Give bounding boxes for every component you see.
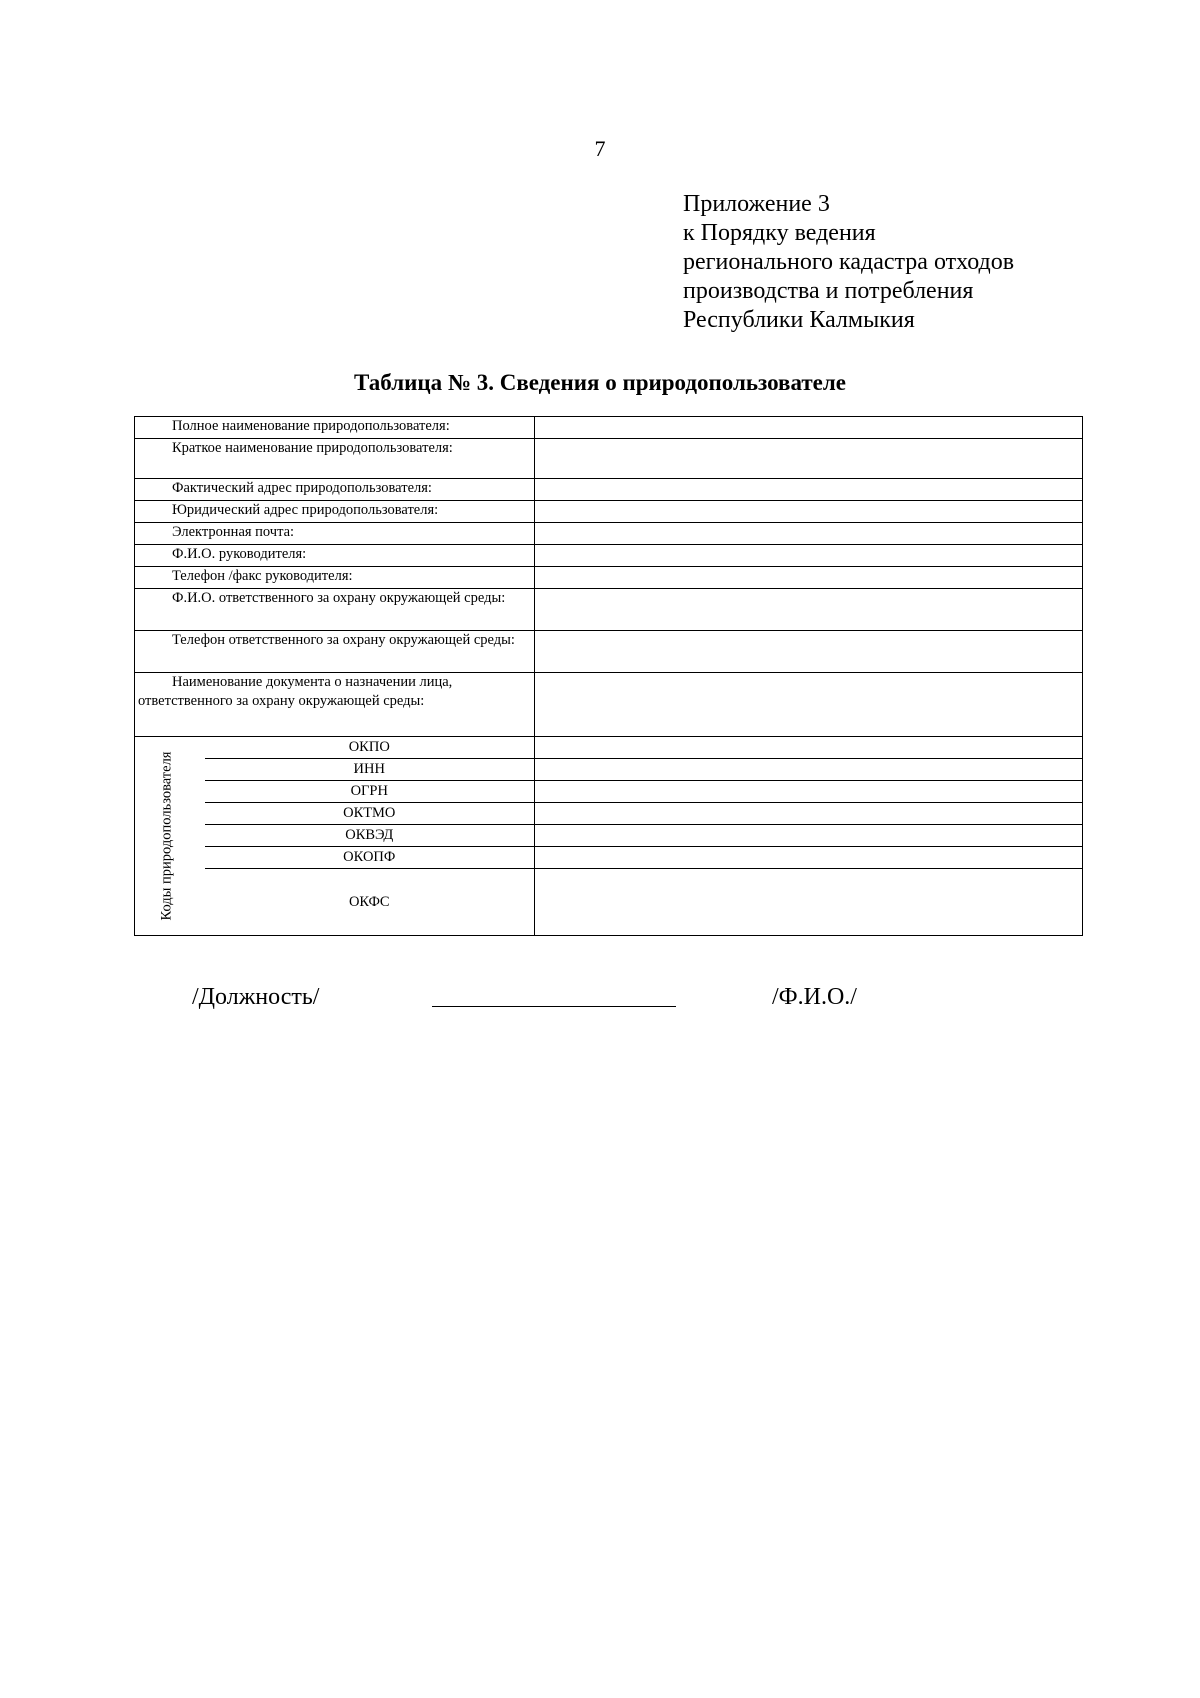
signature-block [0, 984, 1200, 1024]
code-value[interactable] [535, 847, 1083, 869]
appendix-line: Республики Калмыкия [683, 307, 915, 333]
code-row [135, 781, 1083, 803]
appendix-line: Приложение 3 [683, 191, 830, 217]
code-row [135, 759, 1083, 781]
row-value[interactable] [535, 417, 1083, 439]
row-value[interactable] [535, 589, 1083, 631]
table-row [135, 479, 1083, 501]
code-row [135, 869, 1083, 936]
table-row [135, 523, 1083, 545]
code-label: ОКТМО [205, 803, 535, 825]
codes-group-cell [135, 737, 205, 936]
row-value[interactable] [535, 523, 1083, 545]
code-value[interactable] [535, 781, 1083, 803]
signature-position: /Должность/ [192, 984, 320, 1010]
row-label: Ф.И.О. руководителя: [135, 545, 535, 567]
code-row [135, 847, 1083, 869]
row-label: Наименование документа о назначении лица, ответственного за охрану окружающей среды: [135, 673, 535, 737]
code-row [135, 825, 1083, 847]
code-row [135, 803, 1083, 825]
appendix-line: к Порядку ведения [683, 220, 876, 246]
row-label: Ф.И.О. ответственного за охрану окружающей среды: [135, 589, 535, 631]
table-row [135, 673, 1083, 737]
row-label: Фактический адрес природопользователя: [135, 479, 535, 501]
row-value[interactable] [535, 479, 1083, 501]
code-value[interactable] [535, 737, 1083, 759]
row-value[interactable] [535, 501, 1083, 523]
row-label: Краткое наименование природопользователя: [135, 439, 535, 479]
table-row [135, 589, 1083, 631]
code-value[interactable] [535, 803, 1083, 825]
code-label: ОКФС [205, 869, 535, 936]
code-label: ОГРН [205, 781, 535, 803]
row-label: Телефон ответственного за охрану окружающей среды: [135, 631, 535, 673]
signature-name: /Ф.И.О./ [772, 984, 857, 1010]
row-value[interactable] [535, 439, 1083, 479]
row-label: Телефон /факс руководителя: [135, 567, 535, 589]
code-value[interactable] [535, 759, 1083, 781]
row-value[interactable] [535, 673, 1083, 737]
table-row [135, 567, 1083, 589]
appendix-line: производства и потребления [683, 278, 974, 304]
table-row [135, 545, 1083, 567]
code-label: ИНН [205, 759, 535, 781]
appendix-line: регионального кадастра отходов [683, 249, 1015, 275]
table-row [135, 439, 1083, 479]
row-label: Полное наименование природопользователя: [135, 417, 535, 439]
appendix-header [683, 190, 1014, 335]
codes-group-label: Коды природопользователя [158, 751, 175, 921]
row-value[interactable] [535, 545, 1083, 567]
table-title: Таблица № 3. Сведения о природопользователе [354, 370, 846, 395]
row-label: Юридический адрес природопользователя: [135, 501, 535, 523]
code-value[interactable] [535, 869, 1083, 936]
row-value[interactable] [535, 631, 1083, 673]
table-row [135, 417, 1083, 439]
nature-user-info-table [134, 416, 1083, 936]
row-value[interactable] [535, 567, 1083, 589]
code-row [135, 737, 1083, 759]
code-label: ОКОПФ [205, 847, 535, 869]
code-value[interactable] [535, 825, 1083, 847]
row-label: Электронная почта: [135, 523, 535, 545]
table-row [135, 501, 1083, 523]
table-row [135, 631, 1083, 673]
code-label: ОКВЭД [205, 825, 535, 847]
signature-line[interactable] [432, 1006, 676, 1007]
code-label: ОКПО [205, 737, 535, 759]
page-number: 7 [594, 136, 606, 161]
